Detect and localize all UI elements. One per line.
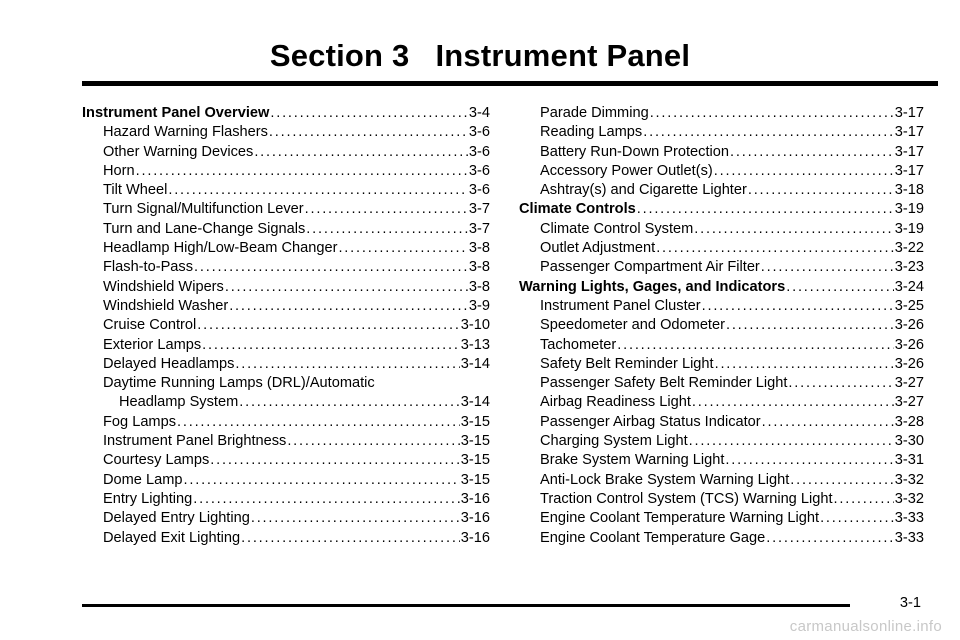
toc-leader-dots <box>269 123 468 142</box>
toc-entry[interactable] <box>519 355 924 374</box>
toc-entry-title: Reading Lamps <box>540 124 643 141</box>
toc-entry[interactable] <box>519 316 924 335</box>
toc-leader-dots <box>239 393 460 412</box>
toc-entry[interactable] <box>519 509 924 528</box>
toc-entry[interactable] <box>82 278 490 297</box>
toc-entry[interactable] <box>82 471 490 490</box>
toc-page-ref: 3-28 <box>894 413 924 430</box>
toc-entry-title: Headlamp System <box>119 394 239 411</box>
toc-entry-title: Engine Coolant Temperature Gage <box>540 529 766 546</box>
toc-entry-title: Exterior Lamps <box>103 336 202 353</box>
toc-leader-dots <box>725 451 893 470</box>
toc-leader-dots <box>193 490 460 509</box>
toc-page-ref: 3-17 <box>894 162 924 179</box>
toc-page-ref: 3-14 <box>460 355 490 372</box>
toc-entry[interactable] <box>519 239 924 258</box>
toc-entry[interactable] <box>82 432 490 451</box>
toc-entry-title: Hazard Warning Flashers <box>103 124 268 141</box>
toc-entry[interactable] <box>519 413 924 432</box>
toc-entry-title: Charging System Light <box>540 433 688 450</box>
toc-page-ref: 3-6 <box>468 182 490 199</box>
toc-leader-dots <box>177 413 460 432</box>
toc-left-column <box>82 104 490 548</box>
toc-entry-title: Headlamp High/Low-Beam Changer <box>103 240 338 257</box>
toc-page-ref: 3-19 <box>894 220 924 237</box>
toc-entry-title: Delayed Entry Lighting <box>103 510 250 527</box>
toc-leader-dots <box>254 143 468 162</box>
toc-page-ref: 3-4 <box>468 105 490 121</box>
toc-leader-dots <box>184 471 460 490</box>
toc-entry[interactable] <box>519 393 924 412</box>
toc-entry[interactable] <box>82 200 490 219</box>
toc-page-ref: 3-26 <box>894 336 924 353</box>
toc-page-ref: 3-27 <box>894 394 924 411</box>
toc-entry[interactable] <box>519 123 924 142</box>
toc-leader-dots <box>714 162 894 181</box>
toc-page-ref: 3-8 <box>468 240 490 257</box>
toc-entry-title: Instrument Panel Overview <box>82 105 270 121</box>
toc-entry[interactable] <box>82 143 490 162</box>
toc-entry-title: Other Warning Devices <box>103 143 254 160</box>
toc-right-column <box>519 104 924 548</box>
toc-page-ref: 3-19 <box>894 201 924 218</box>
toc-entry-title: Entry Lighting <box>103 490 193 507</box>
toc-entry-title: Tachometer <box>540 336 617 353</box>
toc-entry[interactable] <box>82 316 490 335</box>
toc-entry[interactable] <box>519 374 924 393</box>
toc-page-ref: 3-18 <box>894 182 924 199</box>
toc-page-ref: 3-22 <box>894 240 924 257</box>
toc-entry[interactable] <box>82 509 490 528</box>
toc-page-ref: 3-17 <box>894 105 924 121</box>
toc-entry-title: Traction Control System (TCS) Warning Light <box>540 490 833 507</box>
toc-page-ref: 3-33 <box>894 529 924 546</box>
toc-leader-dots <box>726 316 894 335</box>
toc-entry-title: Instrument Panel Brightness <box>103 433 287 450</box>
toc-page-ref: 3-17 <box>894 143 924 160</box>
toc-entry[interactable] <box>519 220 924 239</box>
toc-leader-dots <box>251 509 460 528</box>
toc-page-ref: 3-7 <box>468 220 490 237</box>
toc-entry[interactable] <box>82 374 490 393</box>
toc-entry-title: Delayed Headlamps <box>103 355 235 372</box>
toc-leader-dots <box>210 451 460 470</box>
toc-page-ref: 3-25 <box>894 297 924 314</box>
toc-entry-title: Warning Lights, Gages, and Indicators <box>519 278 786 295</box>
toc-leader-dots <box>762 413 894 432</box>
toc-leader-dots <box>643 123 894 142</box>
footer-rule <box>82 604 850 607</box>
toc-entry-title: Battery Run-Down Protection <box>540 143 729 160</box>
toc-entry-title: Passenger Safety Belt Reminder Light <box>540 375 788 392</box>
section-header <box>0 38 960 74</box>
toc-leader-dots <box>689 432 894 451</box>
toc-page-ref: 3-16 <box>460 510 490 527</box>
toc-entry[interactable] <box>82 220 490 239</box>
section-title: Instrument Panel <box>435 38 691 73</box>
toc-entry-title: Accessory Power Outlet(s) <box>540 162 713 179</box>
toc-entry[interactable] <box>519 162 924 181</box>
toc-entry-title: Tilt Wheel <box>103 182 168 199</box>
toc-entry-title: Fog Lamps <box>103 413 177 430</box>
toc-leader-dots <box>168 181 468 200</box>
toc-leader-dots <box>637 200 894 219</box>
toc-leader-dots <box>197 316 460 335</box>
toc-leader-dots <box>202 336 460 355</box>
toc-page-ref: 3-9 <box>468 297 490 314</box>
toc-entry[interactable] <box>519 490 924 509</box>
toc-page-ref: 3-27 <box>894 375 924 392</box>
toc-page-ref: 3-13 <box>460 336 490 353</box>
toc-entry[interactable] <box>82 123 490 142</box>
toc-leader-dots <box>136 162 468 181</box>
toc-entry-title: Turn and Lane-Change Signals <box>103 220 306 237</box>
toc-page-ref: 3-32 <box>894 490 924 507</box>
toc-leader-dots <box>788 374 893 393</box>
toc-leader-dots <box>834 490 894 509</box>
toc-page-ref: 3-24 <box>894 278 924 295</box>
toc-entry[interactable] <box>519 451 924 470</box>
toc-entry-title: Ashtray(s) and Cigarette Lighter <box>540 182 747 199</box>
toc-entry[interactable] <box>519 529 924 548</box>
toc-page-ref: 3-6 <box>468 162 490 179</box>
toc-entry-title: Instrument Panel Cluster <box>540 297 701 314</box>
toc-leader-dots <box>692 393 894 412</box>
toc-page-ref: 3-32 <box>894 471 924 488</box>
toc-entry-title: Anti-Lock Brake System Warning Light <box>540 471 790 488</box>
toc-page-ref: 3-10 <box>460 317 490 334</box>
toc-entry-title: Delayed Exit Lighting <box>103 529 241 546</box>
toc-entry[interactable] <box>82 355 490 374</box>
toc-section-heading[interactable] <box>519 278 924 297</box>
toc-page-ref: 3-17 <box>894 124 924 141</box>
toc-entry[interactable] <box>82 451 490 470</box>
toc-page-ref: 3-15 <box>460 433 490 450</box>
toc-leader-dots <box>761 258 894 277</box>
toc-leader-dots <box>702 297 894 316</box>
toc-section-heading[interactable] <box>82 104 490 123</box>
toc-leader-dots <box>225 278 468 297</box>
toc-entry[interactable] <box>82 490 490 509</box>
toc-entry[interactable] <box>82 258 490 277</box>
toc-leader-dots <box>650 104 894 123</box>
toc-entry[interactable] <box>519 181 924 200</box>
toc-leader-dots <box>617 336 894 355</box>
toc-entry-title: Courtesy Lamps <box>103 452 210 469</box>
toc-entry[interactable] <box>519 143 924 162</box>
toc-entry-title: Airbag Readiness Light <box>540 394 691 411</box>
toc-entry-title: Outlet Adjustment <box>540 240 656 257</box>
toc-page-ref: 3-8 <box>468 278 490 295</box>
toc-page-ref: 3-26 <box>894 317 924 334</box>
page-number: 3-1 <box>899 595 921 611</box>
toc-entry-title: Passenger Compartment Air Filter <box>540 259 760 276</box>
toc-leader-dots <box>235 355 459 374</box>
toc-leader-dots <box>241 529 460 548</box>
toc-page-ref: 3-7 <box>468 201 490 218</box>
toc-entry[interactable] <box>82 239 490 258</box>
toc-leader-dots <box>305 200 468 219</box>
toc-entry-title: Safety Belt Reminder Light <box>540 355 714 372</box>
toc-leader-dots <box>287 432 459 451</box>
toc-page-ref: 3-15 <box>460 471 490 488</box>
toc-entry-title: Climate Controls <box>519 201 636 218</box>
toc-entry[interactable] <box>519 336 924 355</box>
toc-entry-title: Cruise Control <box>103 317 197 334</box>
toc-page-ref: 3-15 <box>460 452 490 469</box>
toc-leader-dots <box>694 220 894 239</box>
section-label: Section 3 <box>269 38 410 73</box>
toc-leader-dots <box>820 509 894 528</box>
toc-entry[interactable] <box>82 393 490 412</box>
toc-page-ref: 3-16 <box>460 529 490 546</box>
watermark: carmanualsonline.info <box>789 618 942 635</box>
toc-entry[interactable] <box>519 471 924 490</box>
toc-page-ref: 3-15 <box>460 413 490 430</box>
toc-leader-dots <box>270 104 468 123</box>
toc-entry-title: Horn <box>103 162 135 179</box>
toc-entry[interactable] <box>82 529 490 548</box>
toc-entry-title: Daytime Running Lamps (DRL)/Automatic <box>103 375 375 392</box>
toc-page-ref: 3-26 <box>894 355 924 372</box>
toc-leader-dots <box>715 355 894 374</box>
header-rule <box>82 81 938 86</box>
toc-entry-title: Windshield Wipers <box>103 278 224 295</box>
toc-leader-dots <box>730 143 894 162</box>
toc-leader-dots <box>790 471 894 490</box>
toc-entry[interactable] <box>519 297 924 316</box>
toc-entry[interactable] <box>519 258 924 277</box>
toc-entry[interactable] <box>82 181 490 200</box>
toc-leader-dots <box>306 220 468 239</box>
toc-page-ref: 3-23 <box>894 259 924 276</box>
toc-page-ref: 3-6 <box>468 124 490 141</box>
toc-page-ref: 3-6 <box>468 143 490 160</box>
toc-page-ref: 3-8 <box>468 259 490 276</box>
toc-entry-title: Passenger Airbag Status Indicator <box>540 413 761 430</box>
toc-leader-dots <box>656 239 894 258</box>
toc-entry-title: Brake System Warning Light <box>540 452 725 469</box>
toc-entry-title: Windshield Washer <box>103 297 229 314</box>
toc-leader-dots <box>748 181 894 200</box>
toc-entry[interactable] <box>82 297 490 316</box>
toc-leader-dots <box>338 239 467 258</box>
toc-entry-title: Climate Control System <box>540 220 694 237</box>
toc-entry[interactable] <box>82 162 490 181</box>
toc-section-heading[interactable] <box>519 200 924 219</box>
toc-page-ref: 3-14 <box>460 394 490 411</box>
toc-entry-title: Turn Signal/Multifunction Lever <box>103 201 304 218</box>
toc-page-ref: 3-31 <box>894 452 924 469</box>
toc-leader-dots <box>194 258 468 277</box>
toc-page-ref: 3-16 <box>460 490 490 507</box>
toc-page-ref: 3-30 <box>894 433 924 450</box>
toc-entry[interactable] <box>82 336 490 355</box>
toc-leader-dots <box>786 278 894 297</box>
toc-entry[interactable] <box>519 104 924 123</box>
toc-leader-dots <box>766 529 894 548</box>
toc-leader-dots <box>229 297 468 316</box>
toc-entry[interactable] <box>519 432 924 451</box>
toc-entry-title: Engine Coolant Temperature Warning Light <box>540 510 820 527</box>
toc-entry-title: Flash-to-Pass <box>103 259 194 276</box>
toc-entry-title: Dome Lamp <box>103 471 183 488</box>
toc-entry-title: Parade Dimming <box>540 105 649 121</box>
toc-entry-title: Speedometer and Odometer <box>540 317 725 334</box>
toc-page-ref: 3-33 <box>894 510 924 527</box>
toc-entry[interactable] <box>82 413 490 432</box>
